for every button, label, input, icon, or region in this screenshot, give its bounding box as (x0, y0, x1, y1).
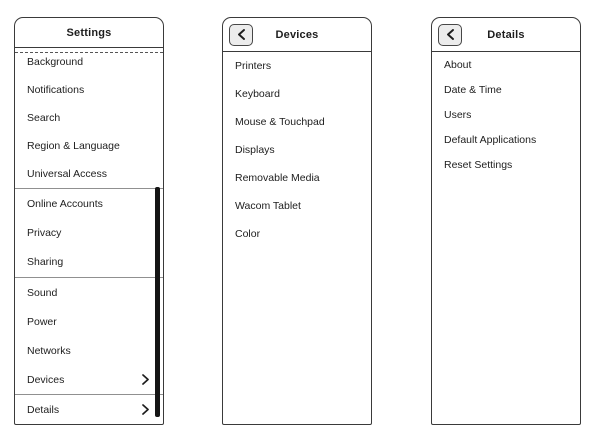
item-label: Default Applications (444, 133, 537, 146)
item-label: Removable Media (235, 172, 320, 184)
sidebar-item-power[interactable] (15, 307, 163, 336)
item-label: Universal Access (27, 168, 107, 180)
settings-group-hardware (15, 278, 163, 394)
focus-dashed-line (15, 52, 163, 53)
item-label: Reset Settings (444, 158, 513, 171)
chevron-right-icon (142, 404, 149, 415)
sidebar-item-region-language[interactable] (15, 132, 163, 160)
menu-item-reset-settings[interactable] (432, 152, 580, 177)
menu-item-default-applications[interactable] (432, 127, 580, 152)
chevron-left-icon (447, 29, 454, 40)
item-label: Mouse & Touchpad (235, 116, 325, 128)
sidebar-item-sound[interactable] (15, 278, 163, 307)
item-label: Privacy (27, 226, 62, 239)
menu-item-removable-media[interactable] (223, 164, 371, 192)
sidebar-item-online-accounts[interactable] (15, 189, 163, 218)
details-panel-title: Details (487, 28, 525, 41)
item-label: Region & Language (27, 140, 120, 152)
item-label: Devices (27, 373, 65, 386)
settings-panel-header (15, 18, 163, 48)
sidebar-item-details[interactable] (15, 395, 163, 424)
item-label: Networks (27, 344, 71, 357)
item-label: Date & Time (444, 83, 502, 96)
menu-item-color[interactable] (223, 220, 371, 248)
sidebar-item-notifications[interactable] (15, 76, 163, 104)
item-label: Sound (27, 286, 58, 299)
settings-group-accounts (15, 189, 163, 277)
devices-panel (222, 17, 372, 425)
sidebar-item-devices[interactable] (15, 365, 163, 394)
item-label: Printers (235, 60, 272, 72)
menu-item-users[interactable] (432, 102, 580, 127)
menu-item-displays[interactable] (223, 136, 371, 164)
details-panel (431, 17, 581, 425)
item-label: Displays (235, 144, 275, 156)
sidebar-item-sharing[interactable] (15, 248, 163, 277)
settings-group-details (15, 395, 163, 424)
menu-item-date-time[interactable] (432, 77, 580, 102)
back-button[interactable] (438, 24, 462, 46)
item-label: Notifications (27, 84, 85, 96)
item-label: Power (27, 315, 57, 328)
settings-panel (14, 17, 164, 425)
sidebar-item-universal-access[interactable] (15, 160, 163, 188)
item-label: Details (27, 403, 60, 416)
item-label: Online Accounts (27, 197, 103, 210)
settings-group-personal (15, 48, 163, 188)
item-label: About (444, 58, 472, 71)
item-label: Users (444, 108, 472, 121)
sidebar-item-search[interactable] (15, 104, 163, 132)
devices-panel-header (223, 18, 371, 52)
menu-item-printers[interactable] (223, 52, 371, 80)
settings-panel-title: Settings (66, 26, 112, 39)
item-label: Keyboard (235, 88, 280, 100)
details-panel-header (432, 18, 580, 52)
item-label: Wacom Tablet (235, 200, 301, 212)
chevron-right-icon (142, 374, 149, 385)
menu-item-wacom-tablet[interactable] (223, 192, 371, 220)
sidebar-item-networks[interactable] (15, 336, 163, 365)
menu-item-about[interactable] (432, 52, 580, 77)
back-button[interactable] (229, 24, 253, 46)
sidebar-item-privacy[interactable] (15, 218, 163, 247)
menu-item-keyboard[interactable] (223, 80, 371, 108)
settings-scrollbar[interactable] (155, 187, 160, 417)
item-label: Search (27, 112, 61, 124)
item-label: Sharing (27, 256, 64, 269)
item-label: Color (235, 228, 261, 240)
chevron-left-icon (238, 29, 245, 40)
menu-item-mouse-touchpad[interactable] (223, 108, 371, 136)
devices-panel-title: Devices (275, 28, 319, 41)
item-label: Background (27, 56, 84, 68)
